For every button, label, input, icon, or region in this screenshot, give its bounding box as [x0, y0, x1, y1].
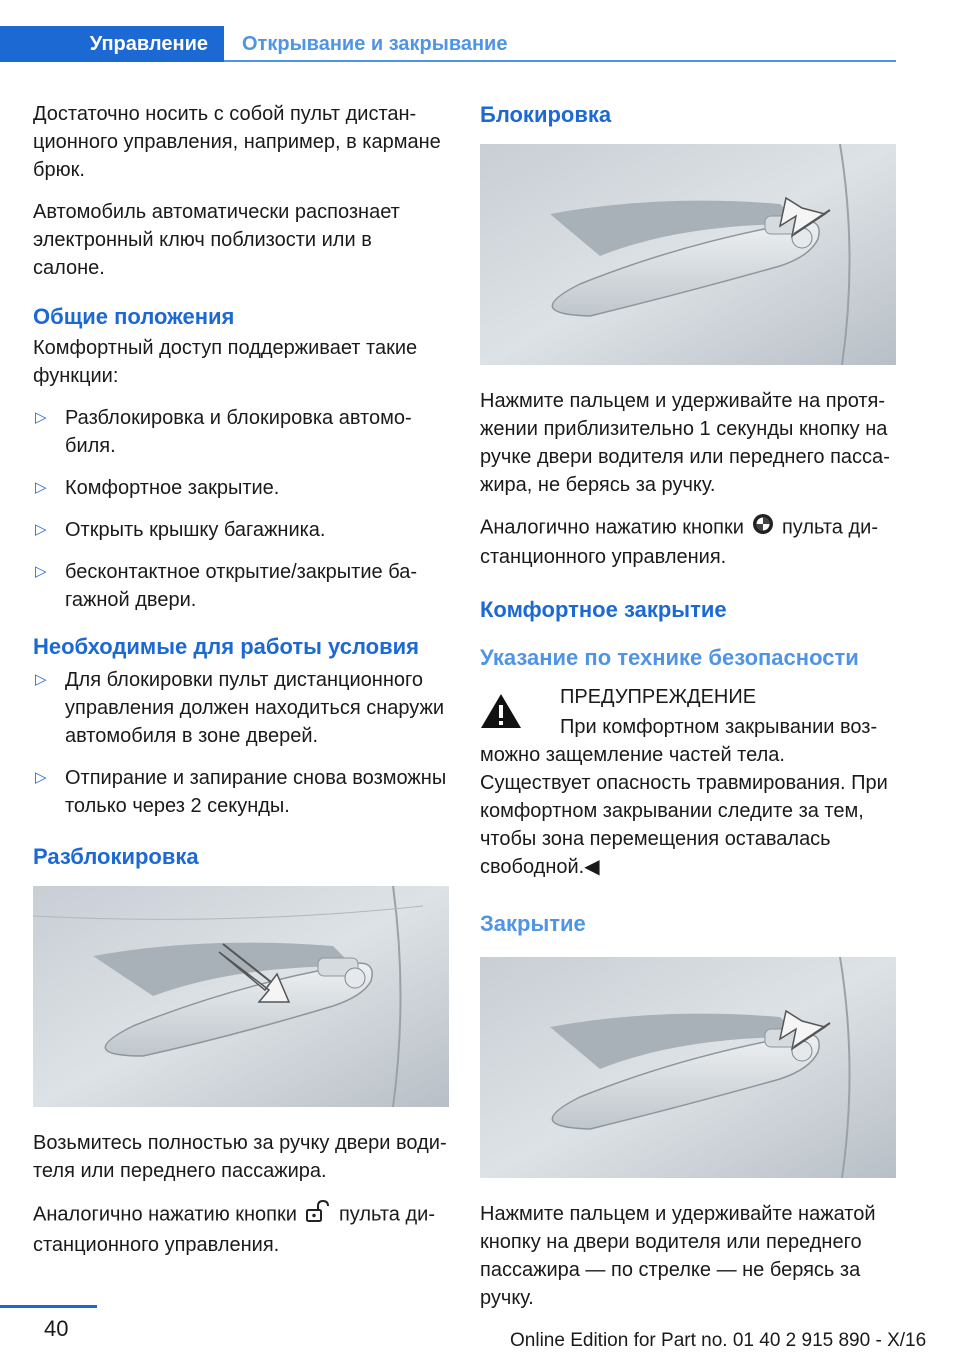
general-heading: Общие положения	[33, 304, 235, 329]
unlock-paragraph-2: Аналогично нажатию кнопки пульта дистанционного управления.	[33, 1199, 449, 1259]
triangle-bullet-icon: ▷	[35, 671, 47, 688]
left-column	[33, 100, 449, 1273]
general-text: Комфортный доступ поддерживает такие функции:	[33, 337, 418, 387]
close-heading: Закрытие	[480, 911, 586, 936]
list-item: ▷ бесконтактное открытие/закрытие багажной двери.	[33, 558, 449, 614]
intro-paragraph-2: Автомобиль автоматически распознает электронный ключ поблизости или в салоне.	[33, 201, 400, 279]
page-number: 40	[44, 1316, 69, 1341]
comfort-heading: Комфортное закрытие	[480, 597, 727, 622]
door-handle-lock-figure	[480, 144, 896, 365]
warning-icon	[480, 693, 522, 734]
triangle-bullet-icon: ▷	[35, 409, 47, 426]
unlock-button-icon	[305, 1199, 331, 1231]
general-list	[33, 404, 449, 614]
footer-edition: Online Edition for Part no. 01 40 2 915 890 - X/16	[510, 1330, 927, 1351]
lock-heading: Блокировка	[480, 102, 612, 127]
right-column	[480, 100, 896, 1326]
bmw-logo-button-icon	[752, 513, 774, 543]
unlock-heading: Разблокировка	[33, 844, 199, 869]
triangle-bullet-icon: ▷	[35, 769, 47, 786]
conditions-list	[33, 666, 449, 820]
footer-divider	[0, 1305, 97, 1308]
safety-heading: Указание по технике безопасности	[480, 645, 859, 670]
list-item: ▷ Для блокировки пульт дистанционного управления должен находиться снаружи автомобиля в зоне дверей.	[33, 666, 449, 750]
warning-block	[480, 683, 896, 739]
conditions-heading: Необходимые для работы условия	[33, 634, 419, 659]
list-item: ▷ Отпирание и запирание снова возможны только через 2 секунды.	[33, 764, 449, 820]
section-tab-subtitle: Открывание и закрывание	[242, 33, 508, 55]
warning-text: При комфортном закрывании возможно защемление частей тела. Существует опасность травмирования. При комфортном закрывании следите за тем, чтобы зона перемещения оставалась свободной.◀	[480, 716, 888, 878]
triangle-bullet-icon: ▷	[35, 521, 47, 538]
page-header	[0, 0, 960, 64]
warning-title: ПРЕДУПРЕЖДЕНИЕ	[560, 686, 757, 708]
close-paragraph-1: Нажмите пальцем и удерживайте нажатой кнопку на двери водителя или переднего пассажира — по стрелке — не берясь за ручку.	[480, 1203, 876, 1309]
section-tab-active: Управление	[0, 26, 224, 62]
door-handle-unlock-figure	[33, 886, 449, 1107]
intro-paragraph-1: Достаточно носить с собой пульт дистанционного управления, например, в кармане брюк.	[33, 103, 441, 181]
header-divider	[224, 60, 896, 62]
unlock-paragraph-1: Возьмитесь полностью за ручку двери водителя или переднего пассажира.	[33, 1132, 447, 1182]
list-item: ▷ Комфортное закрытие.	[33, 474, 449, 502]
triangle-bullet-icon: ▷	[35, 563, 47, 580]
list-item: ▷ Открыть крышку багажника.	[33, 516, 449, 544]
lock-paragraph-1: Нажмите пальцем и удерживайте на протяжении приблизительно 1 секунды кнопку на ручке двери водителя или переднего пассажира, не берясь за ручку.	[480, 390, 890, 496]
lock-paragraph-2: Аналогично нажатию кнопки пульта дистанционного управления.	[480, 513, 896, 571]
list-item: ▷ Разблокировка и блокировка автомобиля.	[33, 404, 449, 460]
door-handle-close-figure	[480, 957, 896, 1178]
triangle-bullet-icon: ▷	[35, 479, 47, 496]
